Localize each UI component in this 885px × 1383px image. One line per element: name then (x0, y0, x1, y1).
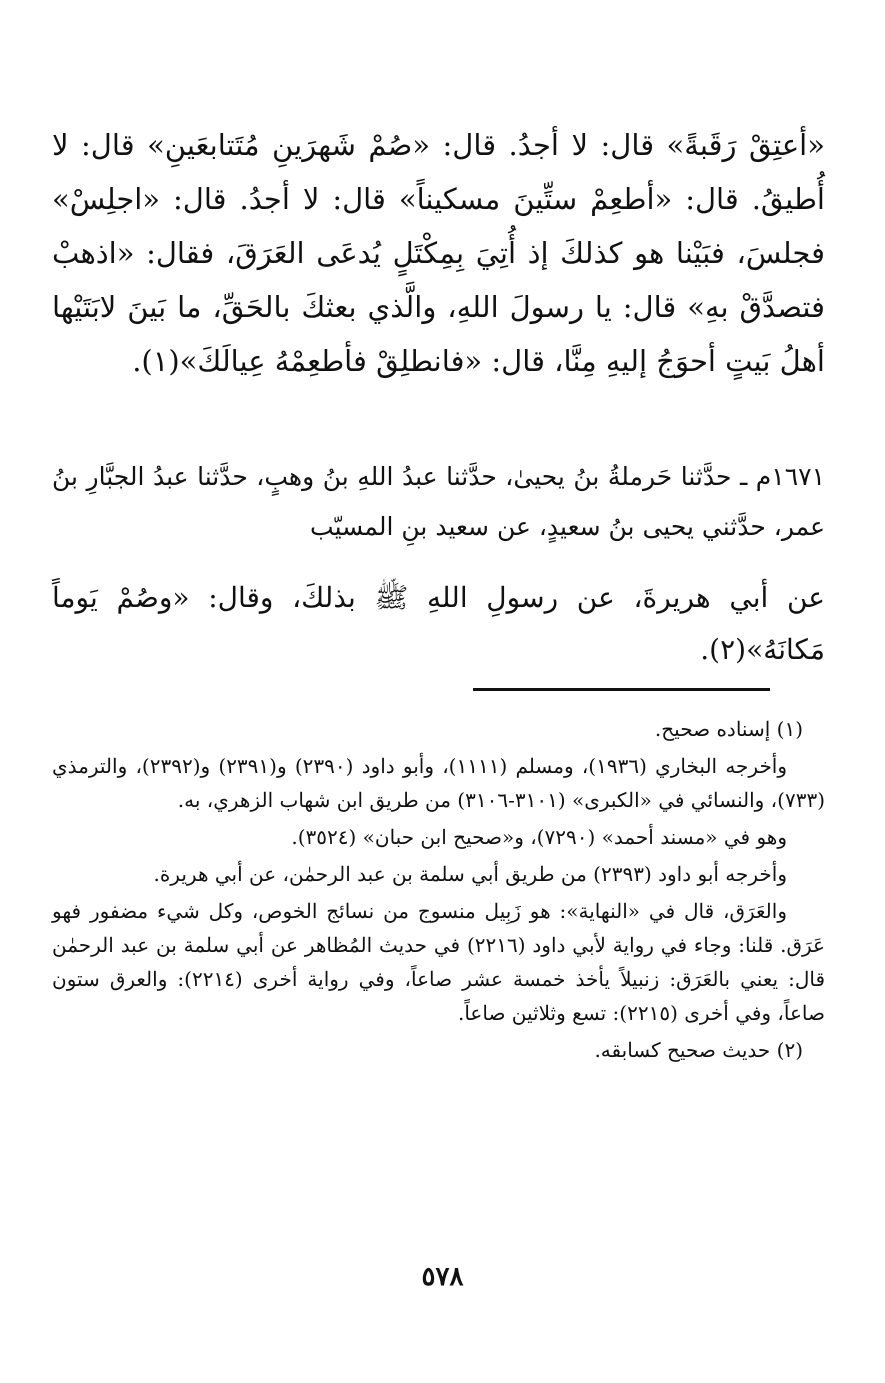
hadith-chain-of-narration: ١٦٧١م ـ حدَّثنا حَرملةُ بنُ يحيىٰ، حدَّثنا عبدُ اللهِ بنُ وهبٍ، حدَّثنا عبدُ الجبَّارِ بنُ عمر، حدَّثني يحيى بنُ سعيدٍ، عن سعيد بنِ المسيّب (52, 462, 825, 541)
footnote-1-araq-explanation: والعَرَق، قال في «النهاية»: هو زَبِيل منسوج من نسائج الخوص، وكل شيء مضفور فهو عَرَق. قلنا: وجاء في رواية لأبي داود (٢٢١٦) في حديث المُظاهر عن أبي سلمة بن عبد الرحمٰن قال: يعني بالعَرَق: زنبيلاً يأخذ خمسة عشر صاعاً، وفي رواية أخرى (٢٢١٤): والعرق ستون صاعاً، وفي أخرى (٢٢١٥): تسع وثلاثين صاعاً. (52, 899, 825, 1025)
footnote-1-musnad: وهو في «مسند أحمد» (٧٢٩٠)، و«صحيح ابن حبان» (٣٥٢٤). (291, 825, 787, 849)
footnote-2: (٢) حديث صحيح كسابقه. (594, 1038, 803, 1062)
footnotes-section (52, 712, 825, 1070)
page-number: ٥٧٨ (421, 1262, 464, 1292)
footnote-1-takhrij: وأخرجه البخاري (١٩٣٦)، ومسلم (١١١١)، وأبو داود (٢٣٩٠) و(٢٣٩١) و(٢٣٩٢)، والترمذي (٧٣٣)، والنسائي في «الكبرى» (٣١٠١-٣١٠٦) من طريق ابن شهاب الزهري، به. (52, 754, 825, 812)
footnote-1-abu-dawud: وأخرجه أبو داود (٢٣٩٣) من طريق أبي سلمة بن عبد الرحمٰن، عن أبي هريرة. (153, 862, 787, 886)
hadith-text: عن أبي هريرةَ، عن رسولِ اللهِ ﷺ بذلكَ، وقال: «وصُمْ يَوماً مَكانَهُ»(٢). (52, 581, 825, 666)
footnote-1-marker: (١) إسناده صحيح. (654, 717, 803, 741)
footnote-divider (473, 688, 770, 691)
hadith-continuation-paragraph: «أعتِقْ رَقَبةً» قال: لا أجدُ. قال: «صُمْ شَهرَينِ مُتَتابعَينِ» قال: لا أُطيقُ. قال: «أطعِمْ ستِّينَ مسكيناً» قال: لا أجدُ. قال: «اجلِسْ» فجلسَ، فبَيْنا هو كذلكَ إذ أُتِيَ بِمِكْتَلٍ يُدعَى العَرَقَ، فقال: «اذهبْ فتصدَّقْ بهِ» قال: يا رسولَ اللهِ، والَّذي بعثكَ بالحَقِّ، ما بَينَ لابَتَيْها أهلُ بَيتٍ أحوَجُ إليهِ مِنَّا، قال: «فانطلِقْ فأطعِمْهُ عِيالَكَ»(١). (52, 128, 825, 378)
